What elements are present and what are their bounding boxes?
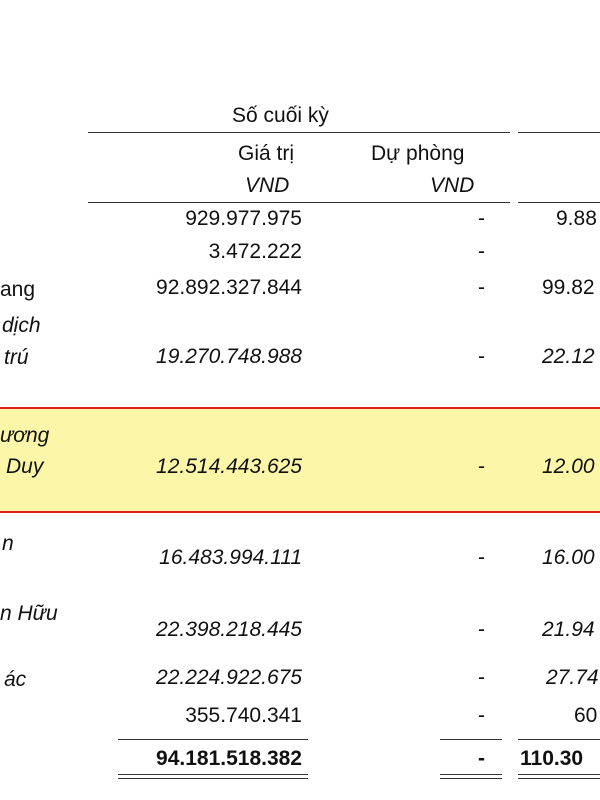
row-next-value: 12.00 bbox=[542, 455, 595, 478]
row-next-value: 22.12 bbox=[542, 345, 595, 368]
provision-column-unit: VND bbox=[430, 174, 475, 197]
header-rule-bottom bbox=[88, 202, 510, 203]
total-provision: - bbox=[478, 747, 485, 770]
total-double-rule-provision-2 bbox=[440, 778, 502, 779]
row-value: 22.224.922.675 bbox=[156, 666, 302, 689]
header-rule-bottom-next bbox=[518, 202, 600, 203]
row-value: 22.398.218.445 bbox=[156, 618, 302, 641]
row-label: ang bbox=[0, 278, 36, 301]
row-provision: - bbox=[478, 207, 485, 230]
value-column-unit: VND bbox=[245, 174, 290, 197]
row-next-value: 9.88 bbox=[556, 207, 597, 230]
row-provision: - bbox=[478, 618, 485, 641]
row-provision: - bbox=[478, 704, 485, 727]
row-value: 3.472.222 bbox=[208, 240, 302, 263]
period-header: Số cuối kỳ bbox=[232, 104, 329, 127]
row-label-line1: ương bbox=[0, 424, 50, 447]
row-provision: - bbox=[478, 276, 485, 299]
row-provision: - bbox=[478, 345, 485, 368]
row-label: ác bbox=[4, 668, 27, 691]
row-value: 92.892.327.844 bbox=[156, 276, 302, 299]
row-value: 929.977.975 bbox=[185, 207, 302, 230]
row-value: 12.514.443.625 bbox=[156, 455, 302, 478]
row-provision: - bbox=[478, 546, 485, 569]
row-label: n Hữu bbox=[0, 602, 58, 625]
row-provision: - bbox=[478, 240, 485, 263]
value-column-header: Giá trị bbox=[238, 142, 295, 165]
row-label: n bbox=[2, 532, 14, 555]
row-next-value: 99.82 bbox=[542, 276, 595, 299]
row-next-value: 16.00 bbox=[542, 546, 595, 569]
total-value: 94.181.518.382 bbox=[156, 747, 302, 770]
header-rule-top-next bbox=[518, 132, 600, 133]
total-double-rule-2 bbox=[118, 778, 308, 779]
row-next-value: 27.74 bbox=[546, 666, 599, 689]
total-double-rule-provision-1 bbox=[440, 774, 502, 775]
row-next-value: 60 bbox=[574, 704, 598, 727]
row-next-value: 21.94 bbox=[542, 618, 595, 641]
row-value: 16.483.994.111 bbox=[159, 546, 302, 569]
row-provision: - bbox=[478, 666, 485, 689]
total-double-rule-next-1 bbox=[518, 774, 600, 775]
total-double-rule-1 bbox=[118, 774, 308, 775]
provision-column-header: Dự phòng bbox=[371, 142, 465, 165]
total-rule-top bbox=[118, 739, 308, 740]
header-rule-top bbox=[88, 132, 510, 133]
row-label-line2: Duy bbox=[6, 455, 44, 478]
total-double-rule-next-2 bbox=[518, 778, 600, 779]
row-value: 355.740.341 bbox=[185, 704, 302, 727]
total-rule-top-provision bbox=[440, 739, 502, 740]
row-provision: - bbox=[478, 455, 485, 478]
row-label-line1: dịch bbox=[2, 314, 41, 337]
row-value: 19.270.748.988 bbox=[156, 345, 302, 368]
row-label-line2: trú bbox=[4, 346, 29, 369]
total-next-value: 110.30 bbox=[520, 747, 584, 770]
total-rule-top-next bbox=[518, 739, 600, 740]
